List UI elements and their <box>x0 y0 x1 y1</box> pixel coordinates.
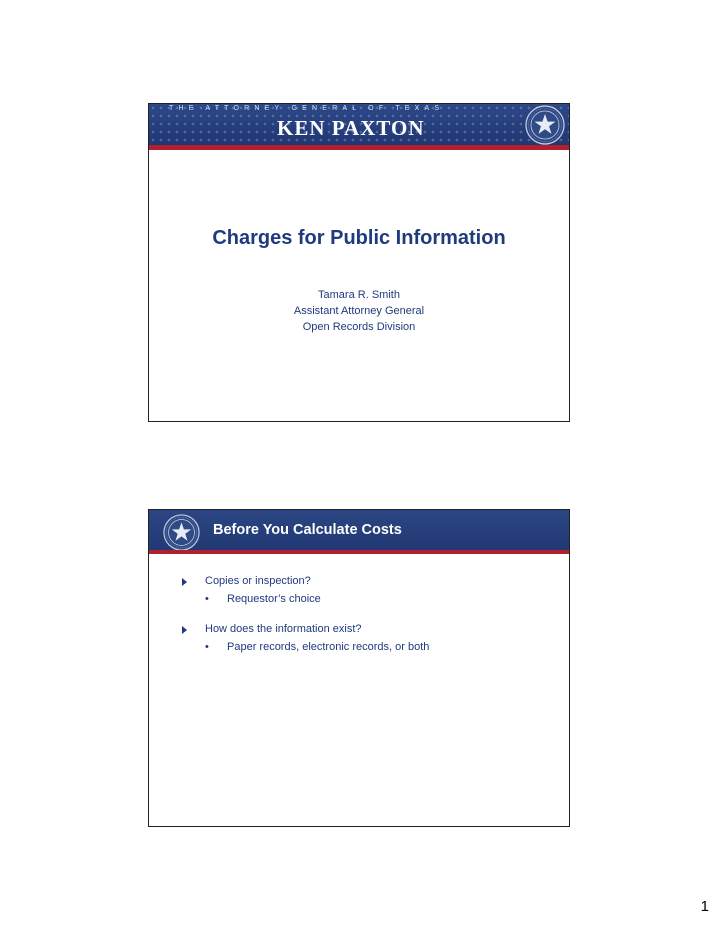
sub-bullet-text: Paper records, electronic records, or both <box>227 641 430 653</box>
presenter-name: Tamara R. Smith <box>318 289 400 301</box>
sub-bullet-item <box>181 592 561 607</box>
seal-icon <box>525 105 565 145</box>
seal-icon <box>163 514 200 551</box>
bullet-text: How does the information exist? <box>205 623 362 635</box>
slide-title: Charges for Public Information <box>212 227 506 249</box>
banner-subtitle: THE ATTORNEY GENERAL OF TEXAS <box>169 105 445 112</box>
dot-bullet-icon: • <box>205 593 209 605</box>
bullet-group <box>181 622 561 655</box>
slide-1 <box>148 103 570 422</box>
page-number: 1 <box>700 898 709 915</box>
slide-2 <box>148 509 570 827</box>
dot-bullet-icon: • <box>205 641 209 653</box>
sub-bullet-text: Requestor’s choice <box>227 593 321 605</box>
bullet-item <box>181 622 561 637</box>
presenter-division: Open Records Division <box>302 321 416 333</box>
attorney-general-banner <box>149 104 569 150</box>
presenter-role: Assistant Attorney General <box>293 305 425 317</box>
bullet-text: Copies or inspection? <box>205 575 311 587</box>
bullet-item <box>181 574 561 589</box>
triangle-bullet-icon <box>182 578 187 586</box>
triangle-bullet-icon <box>182 626 187 634</box>
bullet-list <box>181 574 561 655</box>
sub-bullet-item <box>181 640 561 655</box>
banner-red-stripe <box>149 145 569 150</box>
bullet-group <box>181 574 561 607</box>
header-red-stripe <box>149 550 569 554</box>
slide-heading: Before You Calculate Costs <box>213 522 402 538</box>
slide-header <box>149 510 569 554</box>
presenter-info <box>149 287 569 335</box>
banner-name: KEN PAXTON <box>277 116 425 140</box>
